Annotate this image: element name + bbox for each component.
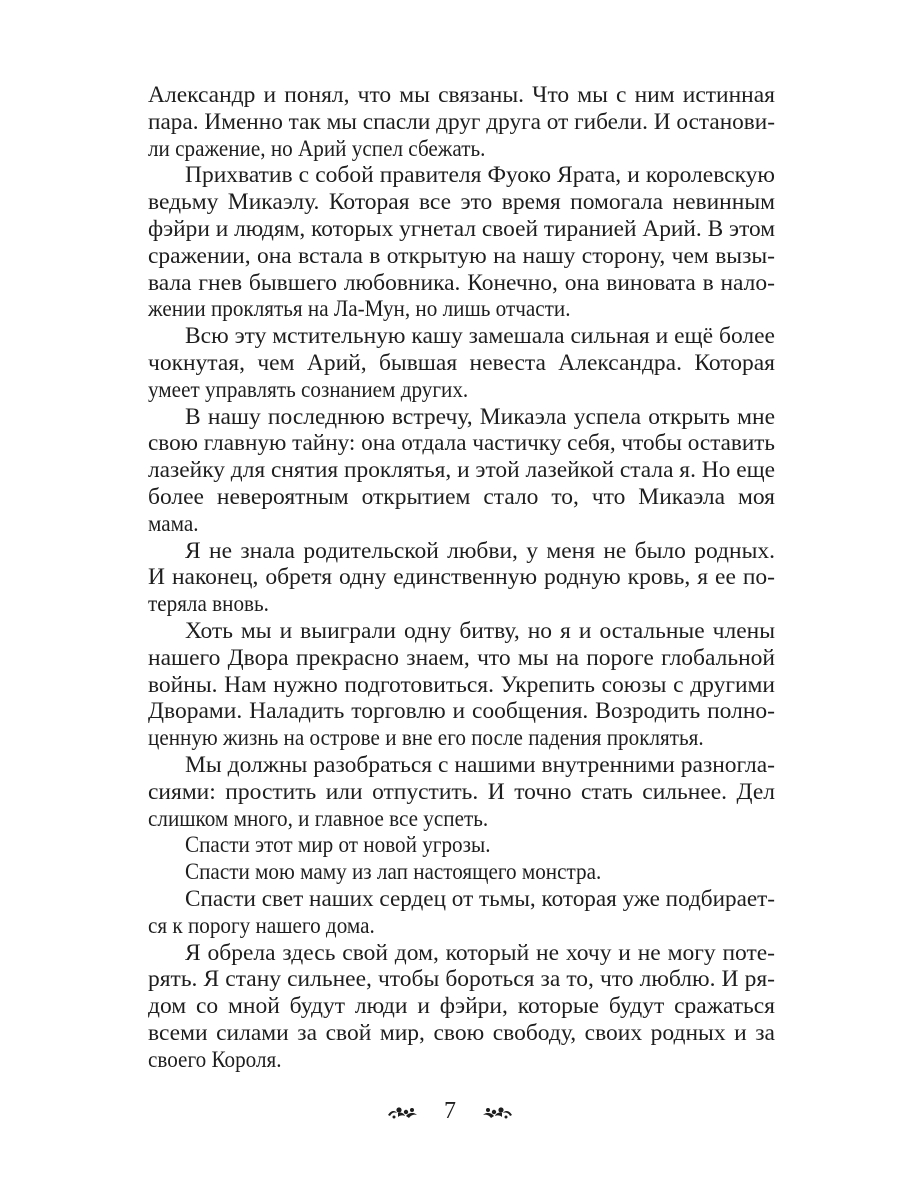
text-line-content: Спасти мою маму из лап настоящего монстра. bbox=[185, 859, 602, 886]
text-line-content: умеет управлять сознанием других. bbox=[148, 376, 469, 403]
text-line-content: Дворами. Наладить торговлю и сообщения. Возродить полно- bbox=[148, 698, 775, 725]
text-line bbox=[148, 484, 775, 511]
text-line bbox=[148, 1047, 775, 1074]
text-line bbox=[148, 216, 775, 243]
text-line bbox=[148, 591, 775, 618]
text-line bbox=[148, 645, 775, 672]
text-line bbox=[148, 136, 775, 163]
text-line bbox=[148, 806, 775, 833]
body-text bbox=[148, 82, 775, 1073]
text-line-content: теряла вновь. bbox=[148, 591, 269, 618]
floral-ornament-right-icon bbox=[480, 1104, 514, 1120]
text-line-content: свою главную тайну: она отдала частичку себя, чтобы оставить bbox=[148, 430, 775, 457]
text-line bbox=[148, 940, 775, 967]
text-line bbox=[148, 243, 775, 270]
text-line-content: фэйри и людям, которых угнетал своей тиранией Арий. В этом bbox=[148, 215, 775, 242]
text-line-content: И наконец, обретя одну единственную родную кровь, я ее по- bbox=[148, 564, 775, 591]
text-line bbox=[148, 296, 775, 323]
text-line-content: Прихватив с собой правителя Фуоко Ярата, и королевскую bbox=[185, 162, 775, 189]
text-line-content: рять. Я стану сильнее, чтобы бороться за то, что люблю. И ря- bbox=[148, 966, 775, 993]
text-line bbox=[148, 993, 775, 1020]
text-line bbox=[148, 323, 775, 350]
text-line-content: более невероятным открытием стало то, что Микаэла моя bbox=[148, 483, 775, 510]
text-line bbox=[148, 377, 775, 404]
text-line-content: мама. bbox=[148, 510, 199, 537]
text-line-content: лазейку для снятия проклятья, и этой лазейкой стала я. Но еще bbox=[148, 457, 775, 484]
page-number: 7 bbox=[444, 1098, 456, 1124]
text-line bbox=[148, 859, 775, 886]
text-line-content: Хоть мы и выиграли одну битву, но я и остальные члены bbox=[185, 617, 775, 644]
text-line bbox=[148, 618, 775, 645]
text-line-content: войны. Нам нужно подготовиться. Укрепить союзы с другими bbox=[148, 671, 775, 698]
text-line bbox=[148, 162, 775, 189]
text-line-content: ся к порогу нашего дома. bbox=[148, 912, 375, 939]
text-line-content: пара. Именно так мы спасли друг друга от гибели. И останови- bbox=[148, 108, 775, 135]
text-line-content: всеми силами за свой мир, свою свободу, своих родных и за bbox=[148, 1019, 775, 1046]
text-line bbox=[148, 538, 775, 565]
text-line-content: дом со мной будут люди и фэйри, которые будут сражаться bbox=[148, 993, 775, 1020]
floral-ornament-left-icon bbox=[386, 1104, 420, 1120]
text-line bbox=[148, 430, 775, 457]
text-line bbox=[148, 832, 775, 859]
text-line bbox=[148, 270, 775, 297]
text-line bbox=[148, 457, 775, 484]
text-line-content: Я обрела здесь свой дом, который не хочу и не могу поте- bbox=[185, 939, 775, 966]
text-line-content: Александр и понял, что мы связаны. Что мы с ним истинная bbox=[148, 82, 775, 108]
text-line-content: Мы должны разобраться с нашими внутренними разногла- bbox=[185, 751, 775, 778]
text-line-content: ли сражение, но Арий успел сбежать. bbox=[148, 135, 486, 162]
text-line bbox=[148, 779, 775, 806]
text-line bbox=[148, 82, 775, 109]
text-line bbox=[148, 886, 775, 913]
text-line bbox=[148, 404, 775, 431]
text-line-content: ведьму Микаэлу. Которая все это время помогала невинным bbox=[148, 189, 775, 216]
text-line-content: Спасти этот мир от новой угрозы. bbox=[185, 832, 491, 859]
text-line bbox=[148, 564, 775, 591]
text-line-content: нашего Двора прекрасно знаем, что мы на пороге глобальной bbox=[148, 644, 775, 671]
text-line-content: сражении, она встала в открытую на нашу сторону, чем вызы- bbox=[148, 242, 775, 269]
text-line-content: В нашу последнюю встречу, Микаэла успела открыть мне bbox=[185, 403, 775, 430]
text-line bbox=[148, 698, 775, 725]
text-line-content: жении проклятья на Ла-Мун, но лишь отчасти. bbox=[148, 296, 571, 323]
text-line bbox=[148, 109, 775, 136]
text-line bbox=[148, 966, 775, 993]
text-line bbox=[148, 913, 775, 940]
text-line bbox=[148, 511, 775, 538]
text-line-content: своего Короля. bbox=[148, 1046, 282, 1073]
text-line-content: ценную жизнь на острове и вне его после падения проклятья. bbox=[148, 725, 704, 752]
text-line bbox=[148, 672, 775, 699]
text-line-content: Всю эту мстительную кашу замешала сильная и ещё более bbox=[185, 323, 775, 350]
text-line-content: чокнутая, чем Арий, бывшая невеста Александра. Которая bbox=[148, 349, 775, 376]
text-line-content: вала гнев бывшего любовника. Конечно, она виновата в нало- bbox=[148, 269, 775, 296]
text-line-content: слишком много, и главное все успеть. bbox=[148, 805, 489, 832]
text-line bbox=[148, 350, 775, 377]
text-line bbox=[148, 1020, 775, 1047]
text-line bbox=[148, 189, 775, 216]
text-line-content: сиями: простить или отпустить. И точно стать сильнее. Дел bbox=[148, 778, 775, 805]
text-line-content: Я не знала родительской любви, у меня не было родных. bbox=[185, 537, 775, 564]
text-line-content: Спасти свет наших сердец от тьмы, которая уже подбирает- bbox=[185, 885, 775, 912]
text-line bbox=[148, 752, 775, 779]
text-line bbox=[148, 725, 775, 752]
page-footer bbox=[0, 1098, 900, 1127]
